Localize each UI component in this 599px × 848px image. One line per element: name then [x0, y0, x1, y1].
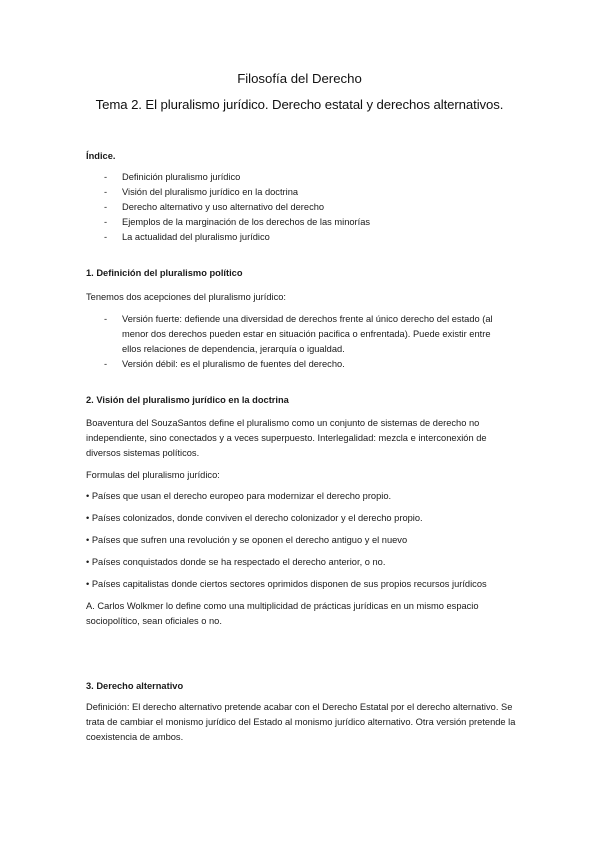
formula-bullet: • Países conquistados donde se ha respectado el derecho anterior, o no. [86, 557, 386, 567]
section-1-item: - Versión débil: es el pluralismo de fuentes del derecho. [104, 359, 345, 369]
section-2-heading: 2. Visión del pluralismo jurídico en la doctrina [86, 395, 289, 405]
formula-bullet: • Países capitalistas donde ciertos sectores oprimidos disponen de sus propios recursos jurídicos [86, 579, 487, 589]
formula-bullet: • Países que usan el derecho europeo para modernizar el derecho propio. [86, 491, 392, 501]
section-1-item: - Versión fuerte: defiende una diversidad de derechos frente al único derecho del estado (al menor dos derechos pueden estar en situación pacifica o enfrentada). Puede existir entre ellos relaciones de dependencia, jerarquía o igualdad. [104, 314, 493, 354]
index-item: - Derecho alternativo y uso alternativo del derecho [104, 202, 325, 212]
section-3-heading: 3. Derecho alternativo [86, 681, 184, 691]
index-list [86, 170, 516, 245]
section-1-intro: Tenemos dos acepciones del pluralismo jurídico: [86, 292, 286, 302]
document-subtitle: Tema 2. El pluralismo jurídico. Derecho estatal y derechos alternativos. [95, 97, 504, 112]
document-title: Filosofía del Derecho [237, 71, 362, 86]
index-item: - Definición pluralismo jurídico [104, 172, 241, 182]
section-3 [86, 679, 516, 745]
index-heading: Índice. [86, 151, 116, 161]
formula-bullet: • Países colonizados, donde conviven el derecho colonizador y el derecho propio. [86, 513, 423, 523]
index-item: - Ejemplos de la marginación de los derechos de las minorías [104, 217, 371, 227]
section-2 [86, 393, 516, 629]
index-section [86, 149, 516, 245]
formula-bullet: • Países que sufren una revolución y se oponen el derecho antiguo y el nuevo [86, 535, 408, 545]
section-3-paragraph: Definición: El derecho alternativo pretende acabar con el Derecho Estatal por el derecho alternativo. Se trata de cambiar el monismo jurídico del Estado al monismo jurídico alternativo. Otra versión pretende la coexistencia de ambos. [86, 702, 516, 742]
section-2-formulas-label: Formulas del pluralismo jurídico: [86, 470, 220, 480]
index-item: - La actualidad del pluralismo jurídico [104, 232, 270, 242]
section-1-heading: 1. Definición del pluralismo político [86, 268, 243, 278]
section-1-list [86, 312, 516, 372]
section-1 [86, 266, 516, 372]
section-2-paragraph-2: A. Carlos Wolkmer lo define como una multiplicidad de prácticas jurídicas en un mismo espacio sociopolítico, sean oficiales o no. [86, 601, 479, 626]
section-2-paragraph-1: Boaventura del SouzaSantos define el pluralismo como un conjunto de sistemas de derecho no independiente, sino conectados y a veces superpuesto. Interlegalidad: mezcla e interconexión de diversos sistemas políticos. [86, 418, 487, 458]
index-item: - Visión del pluralismo jurídico en la doctrina [104, 187, 299, 197]
